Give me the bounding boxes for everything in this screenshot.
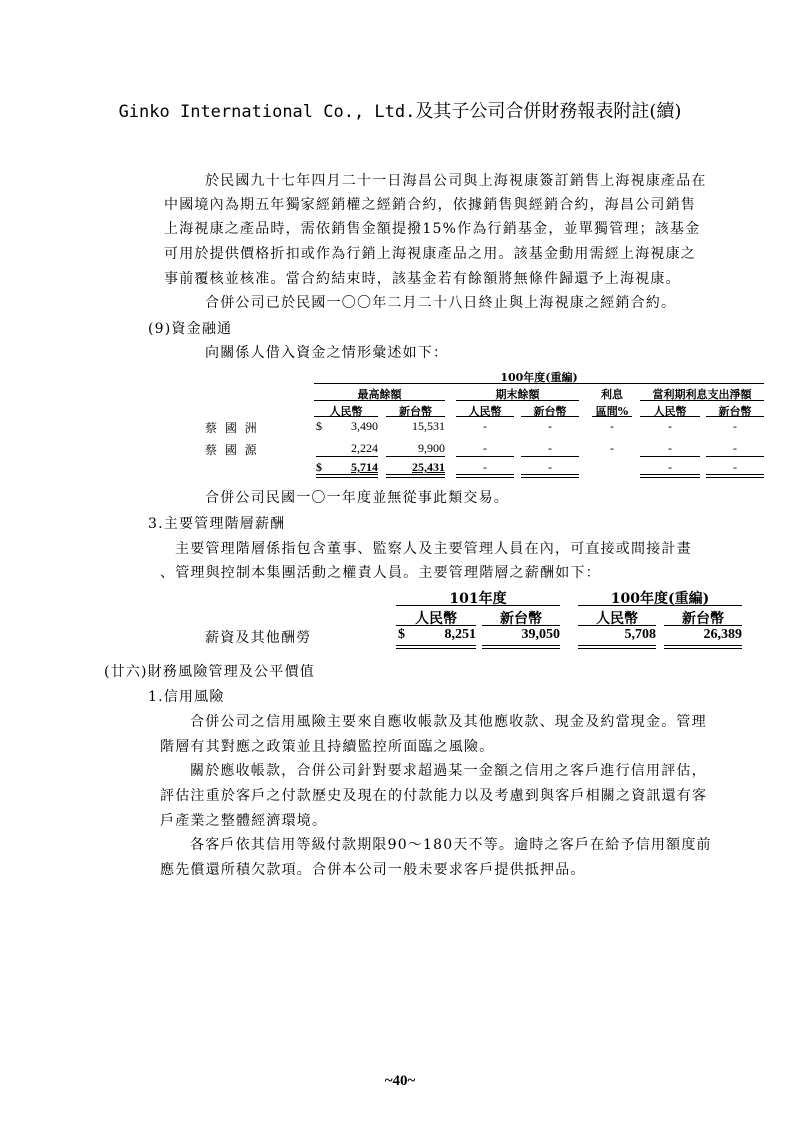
section-9-note: 合併公司民國一〇一年度並無從事此類交易。: [205, 490, 509, 506]
cell: 9,900: [418, 441, 445, 455]
row-dollar-1: $: [316, 419, 322, 433]
total-dollar: $: [316, 460, 322, 474]
comp-dollar: $: [398, 627, 405, 642]
cell: 15,531: [412, 419, 445, 433]
group-interest: 利息: [601, 388, 623, 401]
section-3-line-2: 、管理與控制本集團活動之權責人員。主要管理階層之薪酬如下：: [160, 565, 601, 581]
cell: -: [483, 419, 487, 433]
sub-rmb-3: 人民幣: [653, 405, 687, 418]
cell: -: [668, 441, 672, 455]
cell: -: [733, 419, 737, 433]
comp-year-100: 100年度(重編): [610, 591, 710, 607]
section-9-heading: (9)資金融通: [148, 321, 233, 337]
comp-sub-rmb-2: 人民幣: [596, 611, 638, 627]
page-number: ~40~: [384, 1073, 416, 1089]
comp-year-101: 101年度: [449, 591, 507, 607]
credit-p2-line-3: 戶產業之整體經濟環境。: [160, 813, 328, 829]
credit-p2-line-2: 評估注重於客戶之付款歷史及現在的付款能力以及考慮到與客戶相關之資訊還有客: [160, 788, 708, 804]
total-cell: -: [668, 460, 672, 474]
group-interest-expense: 當利期利息支出淨額: [652, 388, 752, 401]
para1-line-1: 於民國九十七年四月二十一日海昌公司與上海視康簽訂銷售上海視康產品在: [205, 173, 707, 189]
cell: -: [610, 441, 614, 455]
section-9-intro: 向關係人借入資金之情形彙述如下：: [205, 345, 449, 361]
para1-line-3: 上海視康之產品時，需依銷售金額提撥15%作為行銷基金，並單獨管理；該基金: [164, 221, 701, 237]
credit-p1-line-1: 合併公司之信用風險主要來自應收帳款及其他應收款、現金及約當現金。管理: [190, 714, 707, 730]
comp-cell: 39,050: [521, 627, 560, 642]
group-max-balance: 最高餘額: [357, 388, 402, 401]
sub-ntd-3: 新台幣: [718, 405, 752, 418]
section-3-heading: 3.主要管理階層薪酬: [148, 516, 286, 532]
para1-line-2: 中國境內為期五年獨家經銷權之經銷合約，依據銷售與經銷合約，海昌公司銷售: [164, 197, 696, 213]
cell: -: [668, 419, 672, 433]
section-3-line-1: 主要管理階層係指包含董事、監察人及主要管理人員在內，可直接或間接計畫: [175, 541, 692, 557]
comp-row-label: 薪資及其他酬勞: [205, 630, 312, 646]
page-title: [0, 97, 800, 123]
sub-rate: 區間%: [595, 405, 629, 418]
credit-risk-heading: 1.信用風險: [148, 689, 225, 705]
cell: 3,490: [351, 419, 378, 433]
total-cell: -: [483, 460, 487, 474]
credit-p3-line-1: 各客戶依其信用等級付款期限90～180天不等。逾時之客戶在給予信用額度前: [190, 837, 712, 853]
sub-ntd-1: 新台幣: [399, 405, 432, 418]
title-zh: 及其子公司合併財務報表附註(續): [415, 101, 682, 122]
cell: -: [733, 441, 737, 455]
sub-ntd-2: 新台幣: [533, 405, 567, 418]
section-26-heading: (廿六)財務風險管理及公平價值: [104, 664, 315, 680]
comp-sub-ntd-1: 新台幣: [500, 611, 542, 627]
cell: -: [483, 441, 487, 455]
comp-sub-rmb-1: 人民幣: [415, 611, 457, 627]
row-name-2: 蔡 國 源: [205, 443, 259, 457]
group-end-balance: 期末餘額: [495, 388, 540, 401]
comp-cell: 26,389: [703, 627, 742, 642]
cell: -: [548, 441, 552, 455]
cell: -: [610, 419, 614, 433]
comp-sub-ntd-2: 新台幣: [682, 611, 724, 627]
total-cell: -: [733, 460, 737, 474]
company-name-en: Ginko International Co., Ltd.: [118, 102, 416, 122]
total-cell: 5,714: [351, 460, 378, 474]
comp-cell: 5,708: [624, 627, 656, 642]
total-cell: 25,431: [412, 460, 445, 474]
cell: 2,224: [351, 441, 378, 455]
para1-line-4: 可用於提供價格折扣或作為行銷上海視康產品之用。該基金動用需經上海視康之: [164, 246, 696, 262]
sub-rmb-1: 人民幣: [329, 405, 363, 418]
loan-table-year-header: 100年度(重編): [500, 371, 578, 384]
para2: 合併公司已於民國一〇〇年二月二十八日終止與上海視康之經銷合約。: [205, 295, 677, 311]
cell: -: [548, 419, 552, 433]
credit-p2-line-1: 關於應收帳款，合併公司針對要求超過某一金額之信用之客戶進行信用評估，: [190, 763, 707, 779]
comp-cell: 8,251: [444, 627, 476, 642]
credit-p1-line-2: 階層有其對應之政策並且持續監控所面臨之風險。: [160, 739, 495, 755]
credit-p3-line-2: 應先償還所積欠款項。合併本公司一般未要求客戶提供抵押品。: [160, 862, 586, 878]
para1-line-5: 事前覆核並核准。當合約結束時，該基金若有餘額將無條件歸還予上海視康。: [164, 271, 681, 287]
row-name-1: 蔡 國 洲: [205, 421, 259, 435]
total-cell: -: [548, 460, 552, 474]
sub-rmb-2: 人民幣: [468, 405, 502, 418]
